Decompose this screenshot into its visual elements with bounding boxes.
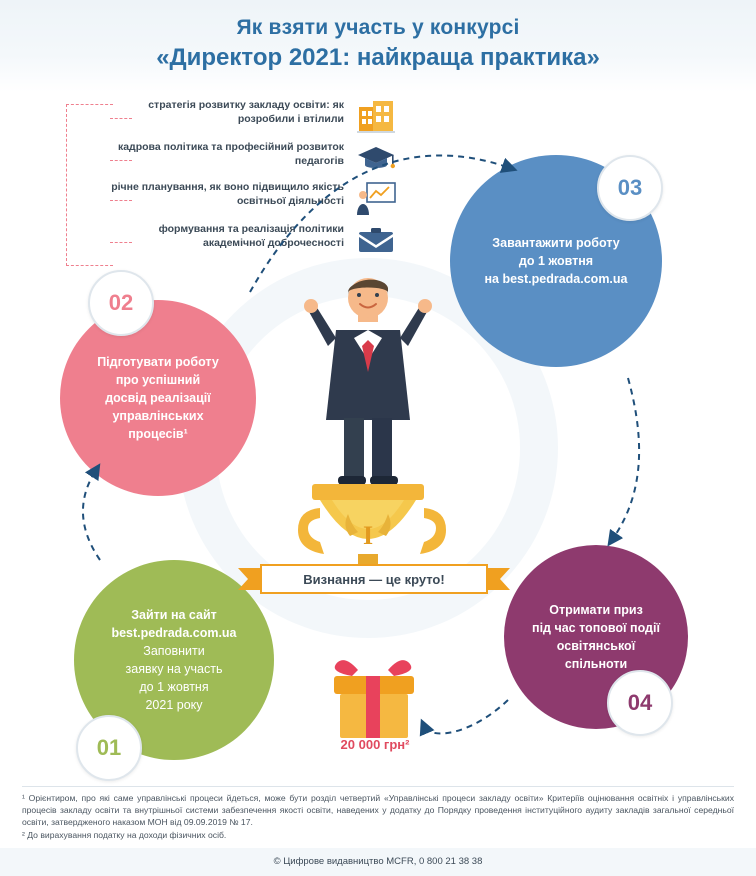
footnote-divider: [22, 786, 734, 787]
step-01-text: Зайти на сайт best.pedrada.com.ua Заповнити заявку на участь до 1 жовтня 2021 року: [111, 607, 237, 713]
copyright-label: © Цифрове видавництво MCFR, 0 800 21 38 38: [273, 856, 483, 867]
footnotes: [22, 792, 734, 841]
step-badge-01: 01: [76, 715, 142, 781]
step-badge-04: 04: [607, 670, 673, 736]
svg-text:I: I: [362, 521, 374, 550]
ribbon-label: Визнання — це круто!: [260, 564, 488, 594]
criteria-item-label: кадрова політика та професійний розвиток педагогів: [117, 141, 344, 168]
criteria-item-label: стратегія розвитку закладу освіти: як розробили і втілили: [148, 99, 344, 126]
step-04-text: Отримати приз під час топової події освітянської спільноти: [532, 602, 660, 672]
page-title: Як взяти участь у конкурсі: [236, 16, 520, 39]
step-badge-02: 02: [88, 270, 154, 336]
prize-amount-label: 20 000 грн²: [340, 737, 410, 752]
page-subtitle: «Директор 2021: найкраща практика»: [156, 44, 600, 71]
step-02-text: Підготувати роботу про успішний досвід реалізації управлінських процесів¹: [97, 354, 219, 442]
criteria-item-label: формування та реалізація політики академічної доброчесності: [158, 223, 344, 250]
footnote-1: ¹ Орієнтиром, про які саме управлінські процеси йдеться, може бути розділ четвертий «Управлінські процеси закладу освіти» Критеріїв оцінювання освітніх і управлінських процесів закладу освіти та внутрішньої системи забезпечення якості освіти, наведених у додатку до Порядку проведення інституційного аудиту закладів загальної середньої освіти, затвердженого наказом МОН від 09.09.2019 № 17.: [22, 793, 734, 828]
step-03-text: Завантажити роботу до 1 жовтня на best.pedrada.com.ua: [484, 235, 628, 287]
step-badge-03: 03: [597, 155, 663, 221]
footnote-2: ² До вирахування податку на доходи фізичних осіб.: [22, 829, 227, 840]
criteria-item-label: річне планування, як воно підвищило якість освітньої діяльності: [111, 181, 344, 208]
